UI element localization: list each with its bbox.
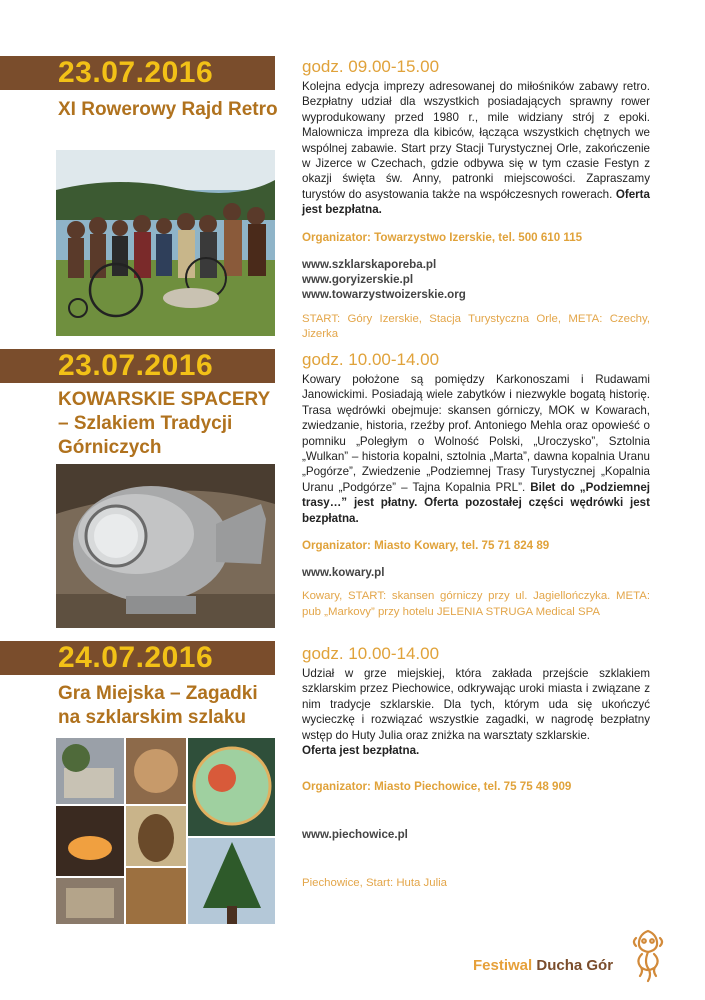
event-time: godz. 10.00-14.00 bbox=[302, 350, 440, 369]
event-date: 23.07.2016 bbox=[58, 56, 214, 89]
event-link[interactable]: www.towarzystwoizerskie.org bbox=[302, 288, 466, 302]
festival-logo-text: Festiwal Ducha Gór bbox=[473, 957, 614, 974]
event-place: Kowary, START: skansen górniczy przy ul. Jagiellończyka. META: pub „Markovy” przy hotelu JELENIA STRUGA Medical SPA bbox=[302, 590, 650, 618]
event-organizer: Organizator: Towarzystwo Izerskie, tel. 500 610 115 bbox=[302, 230, 583, 244]
event-link[interactable]: www.goryizerskie.pl bbox=[302, 273, 414, 287]
event-photo-bike-rally bbox=[56, 150, 275, 336]
event-details bbox=[302, 350, 650, 620]
event-place: START: Góry Izerskie, Stacja Turystyczna Orle, META: Czechy, Jizerka bbox=[302, 312, 650, 341]
event-link[interactable]: www.kowary.pl bbox=[302, 566, 385, 580]
event-description: Kowary położone są pomiędzy Karkonoszami i Rudawami Janowickimi. Posiadają wiele zabytków i niezwykle bogatą historię. Trasa wędrówki obejmuje: skansen górniczy, MOK w Kowarach, zwiedzanie, historia, rzeźby prof. Antoniego Mehla oraz opowieść o pomniku „Poległym o Wolność Polski, „Uroczysko”, Sztolnia „Wulkan” – historia kopalni, sztolnia „Marta”, dawna kopalnia Uranu „Pogórze”, Zwiedzenie „Podziemnej Trasy Turystycznej „Kopalnia Uranu „Podgórze” – Tajna Kopalnia PRL”. Bilet do „Podziemnej trasy…” jest płatny. Oferta pozostałej części wędrówki jest bezpłatna. bbox=[302, 373, 650, 525]
event-place: Piechowice, Start: Huta Julia bbox=[302, 876, 447, 889]
event-link[interactable]: www.szklarskaporeba.pl bbox=[302, 257, 437, 271]
event-description: Kolejna edycja imprezy adresowanej do miłośników zabawy retro. Bezpłatny udział dla wszystkich posiadających sprawny rower wyprodukowany przed 1980 r., mile widziany strój z epoki. Malownicza impreza dla kibiców, łącząca wszystkich chętnych we wspólnej zabawie. Start przy Stacji Turystycznej Orle, zakończenie w Jizerce w Czechach, gdzie odbywa się w tym czasie Festyn z okazji święta św. Anny, patronki miejscowości. Zapraszamy turystów do asystowania także na współczesnych rowerach. Oferta jest bezpłatna. bbox=[302, 80, 650, 217]
event-details bbox=[302, 57, 650, 343]
event-description: Udział w grze miejskiej, która zakłada przejście szklakiem szklarskim przez Piechowice, odkrywając uroki miasta i związane z nim tradycje szklarskie. Dla tych, którym uda się ukończyć wycieczkę i rozwiązać wszystkie zagadki, w nagrodę bezpłatny wstęp do Huty Julia oraz zniżka na warsztaty szklarskie. bbox=[302, 667, 650, 742]
event-organizer: Organizator: Miasto Piechowice, tel. 75 75 48 909 bbox=[302, 780, 572, 794]
event-time: godz. 10.00-14.00 bbox=[302, 644, 440, 663]
event-organizer: Organizator: Miasto Kowary, tel. 75 71 824 89 bbox=[302, 539, 550, 553]
event-title: KOWARSKIE SPACERY – Szlakiem Tradycji Górniczych bbox=[58, 389, 271, 458]
event-date: 24.07.2016 bbox=[58, 641, 214, 674]
event-title: XI Rowerowy Rajd Retro bbox=[58, 99, 278, 120]
event-date: 23.07.2016 bbox=[58, 349, 214, 382]
event-offer: Oferta jest bezpłatna. bbox=[302, 744, 420, 758]
event-time: godz. 09.00-15.00 bbox=[302, 57, 440, 76]
event-title: Gra Miejska – Zagadki na szklarskim szlaku bbox=[58, 683, 258, 728]
mountain-spirit-logo-icon bbox=[630, 928, 666, 984]
event-link[interactable]: www.piechowice.pl bbox=[302, 828, 408, 842]
event-photo-mining-capsule bbox=[56, 464, 275, 628]
event-photo-glass-town bbox=[56, 738, 275, 924]
event-details bbox=[302, 644, 650, 891]
